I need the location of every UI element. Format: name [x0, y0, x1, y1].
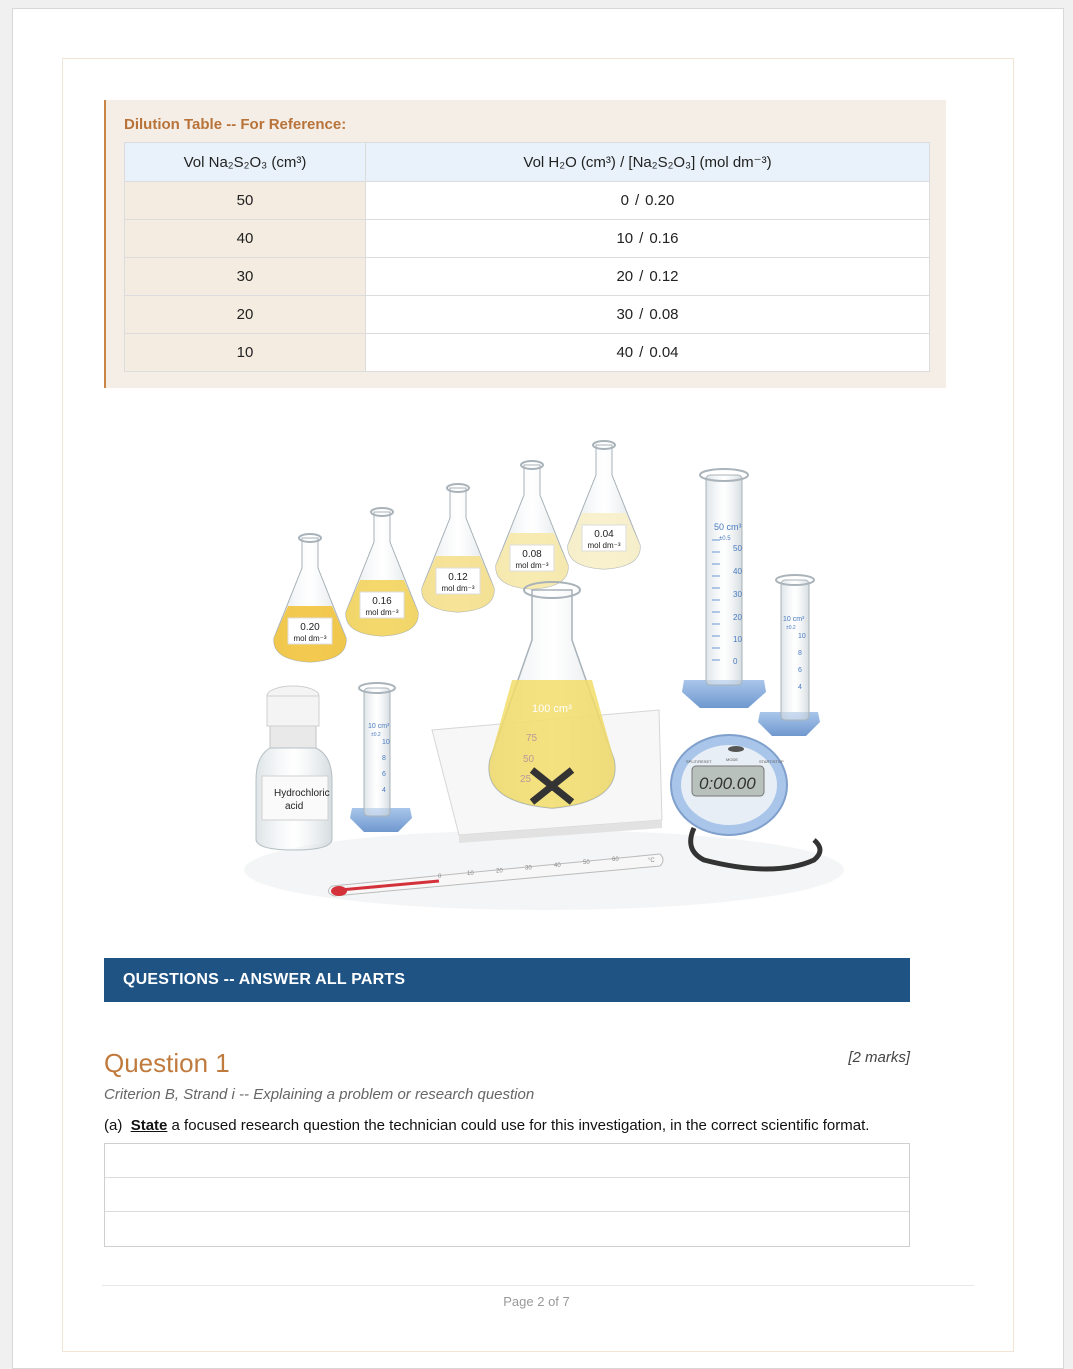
concentration-value: 0.16: [649, 230, 679, 247]
water-volume: 40: [616, 344, 634, 361]
answer-line[interactable]: [105, 1212, 909, 1246]
dilution-row: [125, 258, 930, 296]
value-separator: /: [639, 230, 644, 247]
cell-water-conc: [366, 220, 930, 258]
cyl10r-mark-8: 8: [798, 650, 802, 657]
cyl50-mark-30: 30: [733, 590, 742, 599]
flask-concentration-value: 0.04: [594, 529, 614, 540]
question-1-marks: [2 marks]: [848, 1049, 910, 1066]
value-separator: /: [639, 344, 644, 361]
flask-concentration-unit: mol dm⁻³: [515, 561, 549, 570]
thermometer-tick-label: 40: [554, 862, 561, 869]
concentration-value: 0.08: [649, 306, 679, 323]
question-1a-prompt: [104, 1117, 869, 1134]
thermometer-tick-label: 0: [438, 874, 442, 880]
thermometer-tick-label: 50: [583, 860, 590, 866]
dilution-table-body: [125, 182, 930, 372]
lab-equipment-illustration: [214, 430, 859, 917]
cyl50-capacity: 50 cm³: [714, 522, 742, 532]
dilution-row: [125, 334, 930, 372]
cell-na2s2o3-volume: 20: [125, 296, 366, 334]
big-flask-mark-50: 50: [523, 754, 535, 765]
value-separator: /: [639, 268, 644, 285]
cyl10r-mark-6: 6: [798, 667, 802, 674]
dilution-row: [125, 182, 930, 220]
question-1-criterion: Criterion B, Strand i -- Explaining a problem or research question: [104, 1086, 535, 1103]
stopwatch-mode: MODE: [726, 757, 738, 762]
cyl50-mark-40: 40: [733, 567, 742, 576]
flask-concentration-value: 0.16: [372, 596, 392, 607]
cyl10r-mark-4: 4: [798, 684, 802, 691]
flask-concentration-value: 0.20: [300, 622, 320, 633]
cell-na2s2o3-volume: 30: [125, 258, 366, 296]
water-volume: 10: [616, 230, 634, 247]
flask-concentration-unit: mol dm⁻³: [587, 541, 621, 550]
cyl10l-capacity: 10 cm³: [368, 723, 390, 730]
value-separator: /: [634, 192, 640, 209]
flask-concentration-unit: mol dm⁻³: [293, 634, 327, 643]
page-number: Page 2 of 7: [503, 1294, 570, 1309]
flask-concentration-unit: mol dm⁻³: [441, 584, 475, 593]
concentration-value: 0.20: [645, 192, 675, 209]
col-header-water-conc: Vol H₂O (cm³) / [Na₂S₂O₃] (mol dm⁻³): [366, 143, 930, 182]
bottle-label-line1: Hydrochloric: [274, 788, 330, 799]
answer-box[interactable]: [104, 1143, 910, 1247]
cell-na2s2o3-volume: 50: [125, 182, 366, 220]
big-flask-mark-25: 25: [520, 774, 532, 785]
concentration-value: 0.12: [649, 268, 679, 285]
thermometer-unit: °C: [648, 858, 655, 864]
thermometer-tick-label: 30: [525, 865, 532, 872]
thermometer-tick-label: 60: [612, 857, 619, 864]
question-1a-text: a focused research question the technician could use for this investigation, in the correct scientific format.: [171, 1117, 870, 1134]
bottle-label-line2: acid: [285, 801, 304, 812]
cyl10l-mark-6: 6: [382, 771, 386, 778]
dilution-table: [124, 142, 930, 372]
cyl50-mark-20: 20: [733, 613, 742, 622]
cell-water-conc: [366, 296, 930, 334]
cell-na2s2o3-volume: 40: [125, 220, 366, 258]
dilution-row: [125, 296, 930, 334]
cyl10r-capacity: 10 cm³: [783, 616, 805, 623]
dilution-row: [125, 220, 930, 258]
cyl50-mark-50: 50: [733, 544, 742, 553]
cell-water-conc: [366, 258, 930, 296]
thermometer-tick-label: 20: [496, 868, 503, 875]
big-flask-capacity-label: 100 cm³: [532, 703, 572, 715]
cell-water-conc: [366, 182, 930, 220]
dilution-table-title: Dilution Table -- For Reference:: [124, 116, 347, 133]
cyl50-mark-0: 0: [733, 657, 738, 666]
dilution-reference-box: [104, 100, 946, 388]
cyl10l-tolerance: ±0.2: [371, 732, 381, 738]
cell-water-conc: [366, 334, 930, 372]
cyl10l-mark-8: 8: [382, 755, 386, 762]
cyl50-mark-10: 10: [733, 635, 742, 644]
part-prefix: (a): [104, 1117, 123, 1134]
command-verb: State: [130, 1117, 168, 1134]
concentration-value: 0.04: [649, 344, 679, 361]
cyl10l-mark-4: 4: [382, 787, 386, 794]
value-separator: /: [639, 306, 644, 323]
cyl10l-mark-10: 10: [382, 739, 390, 746]
stopwatch-display: 0:00.00: [699, 774, 756, 793]
water-volume: 20: [616, 268, 634, 285]
flask-concentration-value: 0.12: [448, 572, 468, 583]
answer-line[interactable]: [105, 1144, 909, 1178]
cyl10r-tolerance: ±0.2: [786, 625, 796, 631]
answer-line[interactable]: [105, 1178, 909, 1212]
questions-banner: QUESTIONS -- ANSWER ALL PARTS: [104, 958, 910, 1002]
water-volume: 30: [616, 306, 634, 323]
cyl50-tolerance: ±0.5: [719, 536, 731, 542]
cyl10r-mark-10: 10: [798, 633, 806, 640]
question-1-title: Question 1: [104, 1048, 230, 1078]
footer-divider: [102, 1285, 974, 1286]
stopwatch-split: SPLIT/RESET: [686, 759, 712, 764]
thermometer-tick-label: 10: [467, 871, 474, 878]
water-volume: 0: [620, 192, 629, 209]
cell-na2s2o3-volume: 10: [125, 334, 366, 372]
flask-concentration-value: 0.08: [522, 549, 542, 560]
big-flask-mark-75: 75: [526, 733, 538, 744]
flask-concentration-unit: mol dm⁻³: [365, 608, 399, 617]
stopwatch-start: START/STOP: [759, 759, 784, 764]
col-header-na2s2o3: Vol Na₂S₂O₃ (cm³): [125, 143, 366, 182]
